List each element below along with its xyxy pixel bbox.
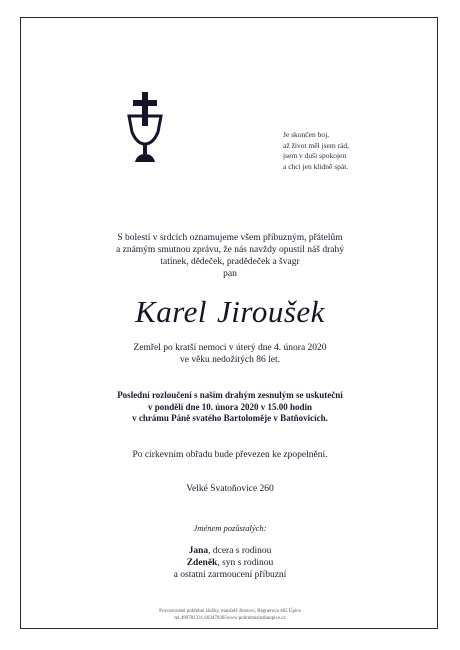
chalice-cross-icon [125, 92, 165, 164]
intro-line: S bolestí v srdcích oznamujeme všem příbuzným, přátelům [117, 233, 343, 243]
intro-line: a známým smutnou zprávu, že nás navždy opustil náš drahý [116, 245, 344, 255]
death-line: ve věku nedožitých 86 let. [180, 355, 280, 365]
on-behalf-heading: Jménem pozůstalých: [193, 523, 267, 533]
mourner-relation: a ostatní zarmoucení příbuzní [173, 570, 287, 580]
poem-line: Je skončen boj, [283, 130, 330, 139]
mourner-line [0, 545, 460, 557]
mourner-name: Jana [188, 546, 209, 556]
farewell-line: v chrámu Páně svatého Bartoloměje v Batňovicích. [132, 413, 328, 423]
deceased-name [0, 294, 460, 330]
footer-line: tel.499781331,603470305www.pohrebnisluzbaupice.cz [174, 616, 286, 621]
mourner-relation: , dcera s rodinou [208, 546, 272, 556]
poem-line: jsem v duši spokojen [283, 151, 347, 160]
poem-line: až život měl jsem rád, [283, 140, 350, 150]
address: Velké Svatoňovice 260 [186, 484, 274, 494]
intro-line: tatínek, dědeček, pradědeček a švagr [160, 257, 300, 267]
footer-line: Provozovatel pohřební služby, manželé Jirosovi, Regnerova 485 Úpice [159, 609, 301, 614]
farewell-line: Poslední rozloučení s naším drahým zesnulým se uskuteční [117, 390, 343, 400]
farewell-line: v pondělí dne 10. února 2020 v 15.00 hodin [147, 401, 313, 412]
poem-line: a chci jen klidně spát. [283, 161, 349, 171]
death-line: Zemřel po kratší nemoci v úterý dne 4. února 2020 [133, 343, 327, 353]
mourner-relation: , syn s rodinou [217, 558, 274, 568]
poem [283, 130, 349, 172]
mourner-line [0, 557, 460, 569]
farewell-details [0, 390, 460, 425]
mourner-line [0, 569, 460, 581]
mourner-name: Zdeněk [186, 558, 218, 568]
funeral-service-footer [0, 608, 460, 622]
intro-line: pan [223, 269, 237, 279]
mourners-list [0, 545, 460, 581]
announcement-intro [0, 232, 460, 280]
first-name: Karel [135, 294, 208, 329]
death-notice [0, 342, 460, 366]
last-name: Jiroušek [217, 294, 325, 329]
cremation-note: Po církevním obřadu bude převezen ke zpopelnění. [132, 450, 328, 460]
